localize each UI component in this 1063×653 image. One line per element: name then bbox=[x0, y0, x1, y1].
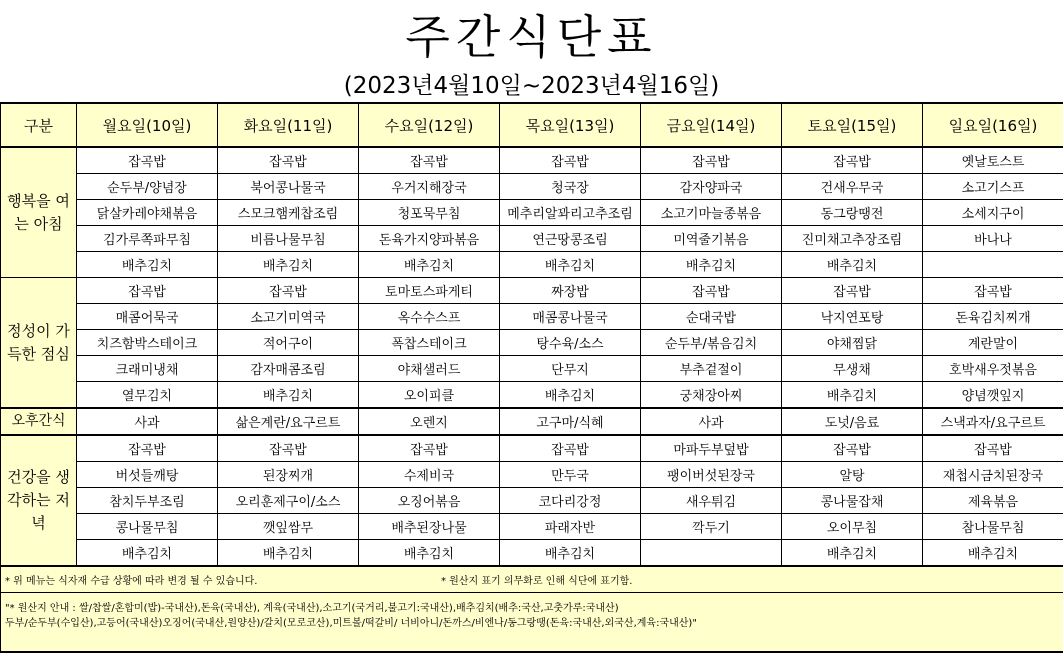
date-range-subtitle: (2023년4월10일~2023년4월16일) bbox=[0, 70, 1063, 102]
menu-cell: 잡곡밥 bbox=[218, 278, 359, 304]
menu-cell: 폭찹스테이크 bbox=[359, 330, 500, 356]
day-header: 토요일(15일) bbox=[782, 103, 923, 147]
menu-cell: 배추김치 bbox=[923, 540, 1063, 567]
menu-cell: 오리훈제구이/소스 bbox=[218, 488, 359, 514]
menu-row bbox=[1, 278, 1063, 304]
day-header: 화요일(11일) bbox=[218, 103, 359, 147]
menu-cell: 김가루쪽파무침 bbox=[77, 226, 218, 252]
menu-cell: 배추김치 bbox=[782, 382, 923, 409]
menu-cell: 잡곡밥 bbox=[77, 147, 218, 174]
menu-cell: 스모크햄케찹조림 bbox=[218, 200, 359, 226]
menu-cell: 고구마/식혜 bbox=[500, 408, 641, 435]
menu-cell: 소고기스프 bbox=[923, 174, 1063, 200]
menu-row bbox=[1, 304, 1063, 330]
menu-cell: 탕수육/소스 bbox=[500, 330, 641, 356]
menu-cell: 잡곡밥 bbox=[923, 278, 1063, 304]
menu-cell: 삶은계란/요구르트 bbox=[218, 408, 359, 435]
menu-cell: 깍두기 bbox=[641, 514, 782, 540]
menu-cell: 배추김치 bbox=[359, 540, 500, 567]
menu-cell: 순두부/볶음김치 bbox=[641, 330, 782, 356]
menu-cell: 호박새우젓볶음 bbox=[923, 356, 1063, 382]
menu-cell: 무생채 bbox=[782, 356, 923, 382]
change-notice: * 위 메뉴는 식자재 수급 상황에 따라 변경 될 수 있습니다. bbox=[1, 572, 441, 587]
menu-cell: 사과 bbox=[641, 408, 782, 435]
menu-cell: 배추김치 bbox=[77, 540, 218, 567]
snack-row bbox=[1, 408, 1063, 435]
menu-row bbox=[1, 435, 1063, 462]
menu-cell: 배추김치 bbox=[218, 382, 359, 409]
menu-cell: 잡곡밥 bbox=[500, 435, 641, 462]
menu-cell: 참나물무침 bbox=[923, 514, 1063, 540]
menu-cell: 도넛/음료 bbox=[782, 408, 923, 435]
menu-cell: 오렌지 bbox=[359, 408, 500, 435]
menu-cell: 낙지연포탕 bbox=[782, 304, 923, 330]
meal-section-label: 오후간식 bbox=[1, 408, 77, 435]
menu-cell: 깻잎쌈무 bbox=[218, 514, 359, 540]
menu-cell: 배추김치 bbox=[641, 252, 782, 278]
origin-info-row bbox=[1, 593, 1063, 653]
menu-row bbox=[1, 226, 1063, 252]
day-header: 월요일(10일) bbox=[77, 103, 218, 147]
menu-cell: 감자양파국 bbox=[641, 174, 782, 200]
menu-cell: 양념깻잎지 bbox=[923, 382, 1063, 409]
menu-cell: 마파두부덮밥 bbox=[641, 435, 782, 462]
menu-cell: 잡곡밥 bbox=[500, 147, 641, 174]
menu-row bbox=[1, 488, 1063, 514]
menu-cell: 콩나물무침 bbox=[77, 514, 218, 540]
menu-cell: 감자매콤조림 bbox=[218, 356, 359, 382]
menu-cell: 알탕 bbox=[782, 462, 923, 488]
menu-cell: 버섯들깨탕 bbox=[77, 462, 218, 488]
menu-row bbox=[1, 200, 1063, 226]
menu-cell: 메추리알꽈리고추조림 bbox=[500, 200, 641, 226]
origin-notice: * 원산지 표기 의무화로 인해 식단에 표기함. bbox=[441, 572, 632, 587]
menu-cell: 참치두부조림 bbox=[77, 488, 218, 514]
menu-cell: 배추김치 bbox=[782, 540, 923, 567]
origin-info-line: "* 원산지 안내 : 쌀/찹쌀/혼합미(밥)-국내산),돈육(국내산), 계육(국내산),소고기(국거리,불고기:국내산),배추김치(배추:국산,고춧가루:국내산) bbox=[5, 597, 1059, 616]
menu-cell: 잡곡밥 bbox=[359, 435, 500, 462]
menu-cell: 잡곡밥 bbox=[218, 435, 359, 462]
menu-cell bbox=[923, 252, 1063, 278]
menu-cell: 건새우무국 bbox=[782, 174, 923, 200]
day-header: 목요일(13일) bbox=[500, 103, 641, 147]
menu-cell: 잡곡밥 bbox=[77, 435, 218, 462]
menu-cell: 재첩시금치된장국 bbox=[923, 462, 1063, 488]
menu-cell: 잡곡밥 bbox=[641, 147, 782, 174]
menu-row bbox=[1, 540, 1063, 567]
menu-cell: 부추겉절이 bbox=[641, 356, 782, 382]
meal-section-label: 행복을 여는 아침 bbox=[1, 147, 77, 278]
menu-cell: 파래자반 bbox=[500, 514, 641, 540]
menu-cell: 새우튀김 bbox=[641, 488, 782, 514]
header-category-cell: 구분 bbox=[1, 103, 77, 147]
menu-cell: 소세지구이 bbox=[923, 200, 1063, 226]
menu-cell: 잡곡밥 bbox=[782, 435, 923, 462]
menu-cell: 잡곡밥 bbox=[77, 278, 218, 304]
menu-cell: 궁채장아찌 bbox=[641, 382, 782, 409]
day-header: 수요일(12일) bbox=[359, 103, 500, 147]
meal-section-label: 건강을 생각하는 저녁 bbox=[1, 435, 77, 566]
menu-cell: 돈육김치찌개 bbox=[923, 304, 1063, 330]
menu-cell: 팽이버섯된장국 bbox=[641, 462, 782, 488]
menu-row bbox=[1, 514, 1063, 540]
menu-cell: 매콤콩나물국 bbox=[500, 304, 641, 330]
menu-cell: 잡곡밥 bbox=[218, 147, 359, 174]
menu-cell: 오이무침 bbox=[782, 514, 923, 540]
menu-cell: 크래미냉채 bbox=[77, 356, 218, 382]
menu-cell: 돈육가지양파볶음 bbox=[359, 226, 500, 252]
menu-cell: 치즈함박스테이크 bbox=[77, 330, 218, 356]
menu-cell: 스낵과자/요구르트 bbox=[923, 408, 1063, 435]
menu-cell: 옛날토스트 bbox=[923, 147, 1063, 174]
menu-cell: 오이피클 bbox=[359, 382, 500, 409]
day-header: 금요일(14일) bbox=[641, 103, 782, 147]
menu-row bbox=[1, 356, 1063, 382]
menu-cell: 열무김치 bbox=[77, 382, 218, 409]
weekly-menu-table bbox=[0, 102, 1063, 653]
menu-cell: 단무지 bbox=[500, 356, 641, 382]
menu-cell: 순두부/양념장 bbox=[77, 174, 218, 200]
menu-cell: 순대국밥 bbox=[641, 304, 782, 330]
menu-cell: 잡곡밥 bbox=[782, 278, 923, 304]
menu-cell: 청국장 bbox=[500, 174, 641, 200]
origin-info-line: 두부/순두부(수입산),고등어(국내산)오징어(국내산,원양산)/갈치(모로코산),미트볼/떡갈비/ 너비아니/돈까스/비엔나/동그랑땡(돈육:국내산,외국산,계육:국내산)" bbox=[5, 616, 1059, 631]
menu-row bbox=[1, 147, 1063, 174]
menu-cell: 바나나 bbox=[923, 226, 1063, 252]
menu-cell: 토마토스파게티 bbox=[359, 278, 500, 304]
menu-cell: 적어구이 bbox=[218, 330, 359, 356]
menu-cell: 사과 bbox=[77, 408, 218, 435]
origin-info-cell bbox=[1, 593, 1063, 653]
menu-cell: 제육볶음 bbox=[923, 488, 1063, 514]
menu-cell: 코다리강정 bbox=[500, 488, 641, 514]
notes-cell bbox=[1, 566, 1063, 593]
menu-row bbox=[1, 382, 1063, 409]
menu-cell: 만두국 bbox=[500, 462, 641, 488]
menu-cell: 잡곡밥 bbox=[641, 278, 782, 304]
menu-cell: 동그랑땡전 bbox=[782, 200, 923, 226]
menu-cell: 배추김치 bbox=[218, 252, 359, 278]
menu-cell: 연근땅콩조림 bbox=[500, 226, 641, 252]
day-header: 일요일(16일) bbox=[923, 103, 1063, 147]
menu-cell: 잡곡밥 bbox=[359, 147, 500, 174]
menu-cell: 소고기미역국 bbox=[218, 304, 359, 330]
menu-cell: 배추된장나물 bbox=[359, 514, 500, 540]
menu-cell: 진미채고추장조림 bbox=[782, 226, 923, 252]
menu-cell: 배추김치 bbox=[500, 540, 641, 567]
menu-row bbox=[1, 462, 1063, 488]
menu-cell: 잡곡밥 bbox=[923, 435, 1063, 462]
menu-cell: 짜장밥 bbox=[500, 278, 641, 304]
menu-cell: 비름나물무침 bbox=[218, 226, 359, 252]
menu-cell: 옥수수스프 bbox=[359, 304, 500, 330]
menu-cell bbox=[641, 540, 782, 567]
menu-cell: 야채샐러드 bbox=[359, 356, 500, 382]
menu-cell: 계란말이 bbox=[923, 330, 1063, 356]
page-title: 주간식단표 bbox=[0, 4, 1063, 70]
menu-cell: 배추김치 bbox=[782, 252, 923, 278]
menu-cell: 청포묵무침 bbox=[359, 200, 500, 226]
menu-cell: 야채찜닭 bbox=[782, 330, 923, 356]
menu-cell: 수제비국 bbox=[359, 462, 500, 488]
menu-cell: 된장찌개 bbox=[218, 462, 359, 488]
menu-cell: 배추김치 bbox=[500, 382, 641, 409]
menu-cell: 배추김치 bbox=[500, 252, 641, 278]
menu-cell: 미역줄기볶음 bbox=[641, 226, 782, 252]
menu-cell: 북어콩나물국 bbox=[218, 174, 359, 200]
header-row bbox=[1, 103, 1063, 147]
meal-section-label: 정성이 가득한 점심 bbox=[1, 278, 77, 409]
menu-row bbox=[1, 330, 1063, 356]
notes-row bbox=[1, 566, 1063, 593]
menu-cell: 콩나물잡채 bbox=[782, 488, 923, 514]
menu-cell: 닭살카레야채볶음 bbox=[77, 200, 218, 226]
menu-cell: 배추김치 bbox=[77, 252, 218, 278]
menu-cell: 매콤어묵국 bbox=[77, 304, 218, 330]
menu-cell: 우거지해장국 bbox=[359, 174, 500, 200]
menu-cell: 잡곡밥 bbox=[782, 147, 923, 174]
menu-cell: 소고기마늘종볶음 bbox=[641, 200, 782, 226]
menu-cell: 오징어볶음 bbox=[359, 488, 500, 514]
menu-row bbox=[1, 174, 1063, 200]
menu-cell: 배추김치 bbox=[359, 252, 500, 278]
menu-row bbox=[1, 252, 1063, 278]
menu-cell: 배추김치 bbox=[218, 540, 359, 567]
